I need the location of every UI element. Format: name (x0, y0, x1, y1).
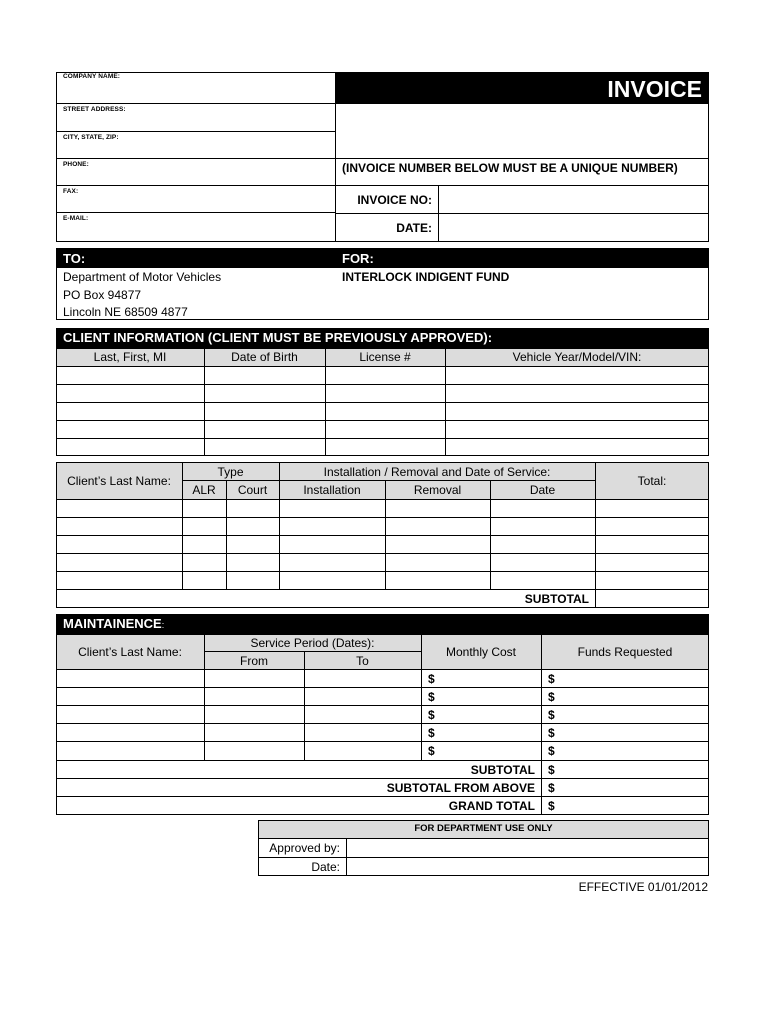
divider (336, 158, 709, 159)
to-address-line-3: Lincoln NE 68509 4877 (63, 305, 188, 319)
effective-date: EFFECTIVE 01/01/2012 (578, 880, 708, 894)
maintenance-heading-suffix: : (161, 620, 165, 630)
phone-label: PHONE: (63, 161, 89, 168)
installation-column-header: Installation (303, 483, 361, 497)
monthly-cost-currency: $ (428, 690, 435, 704)
funds-currency: $ (548, 672, 555, 686)
maintenance-last-name-header: Client’s Last Name: (78, 645, 182, 659)
subtotal-currency: $ (548, 763, 555, 777)
service-period-header: Service Period (Dates): (250, 636, 375, 650)
subtotal-from-above-label: SUBTOTAL FROM ABOVE (386, 781, 535, 795)
approved-by-field[interactable] (347, 839, 708, 856)
funds-requested-header: Funds Requested (577, 645, 673, 659)
funds-currency: $ (548, 726, 555, 740)
approved-by-label: Approved by: (269, 841, 340, 855)
column-header-dob: Date of Birth (231, 350, 298, 364)
unique-number-note: (INVOICE NUMBER BELOW MUST BE A UNIQUE NUMBER) (342, 161, 678, 175)
department-date-field[interactable] (347, 858, 708, 875)
maintenance-heading (63, 616, 164, 631)
installation-last-name-header: Client’s Last Name: (67, 474, 171, 488)
installation-subtotal-label: SUBTOTAL (524, 592, 589, 606)
company-name-label: COMPANY NAME: (63, 73, 121, 80)
for-label: FOR: (342, 251, 374, 266)
service-header: Installation / Removal and Date of Service: (323, 465, 551, 479)
divider (56, 212, 336, 213)
installation-subtotal-field[interactable] (596, 590, 708, 607)
city-state-zip-label: CITY, STATE, ZIP: (63, 134, 119, 141)
installation-rows[interactable] (57, 500, 709, 589)
invoice-no-label: INVOICE NO: (357, 193, 432, 207)
total-column-header: Total: (637, 474, 667, 488)
grand-total-currency: $ (548, 799, 555, 813)
column-header-vehicle: Vehicle Year/Model/VIN: (512, 350, 642, 364)
invoice-date-label: DATE: (396, 221, 432, 235)
email-label: E-MAIL: (63, 215, 89, 222)
service-date-column-header: Date (529, 483, 556, 497)
client-info-heading: CLIENT INFORMATION (CLIENT MUST BE PREVIOUSLY APPROVED): (63, 330, 493, 345)
invoice-date-field[interactable] (439, 214, 708, 241)
subtotal-from-above-field[interactable] (560, 779, 708, 795)
grand-total-label: GRAND TOTAL (448, 799, 535, 813)
to-for-header-bar (57, 249, 708, 268)
monthly-cost-currency: $ (428, 708, 435, 722)
monthly-cost-currency: $ (428, 744, 435, 758)
funds-currency: $ (548, 708, 555, 722)
maintenance-heading-text: MAINTAINENCE (63, 616, 162, 631)
funds-currency: $ (548, 744, 555, 758)
invoice-no-field[interactable] (439, 186, 708, 212)
street-address-field[interactable] (57, 114, 335, 130)
fax-label: FAX: (63, 188, 79, 195)
maintenance-subtotal-label: SUBTOTAL (470, 763, 535, 777)
to-address-line-2: PO Box 94877 (63, 288, 142, 302)
department-date-label: Date: (311, 860, 340, 874)
to-label: TO: (63, 251, 86, 266)
grand-total-field[interactable] (560, 797, 708, 814)
invoice-title: INVOICE (607, 76, 702, 102)
client-info-rows[interactable] (57, 367, 709, 456)
column-header-license: License # (359, 350, 411, 364)
for-fund-name: INTERLOCK INDIGENT FUND (342, 270, 510, 284)
divider (56, 131, 336, 132)
to-header: To (356, 654, 369, 668)
to-address-line-1: Department of Motor Vehicles (63, 270, 222, 284)
monthly-cost-header: Monthly Cost (445, 645, 517, 659)
type-header: Type (217, 465, 244, 479)
company-name-field[interactable] (57, 82, 335, 102)
column-header-name: Last, First, MI (93, 350, 167, 364)
phone-field[interactable] (57, 169, 335, 184)
department-heading: FOR DEPARTMENT USE ONLY (414, 823, 553, 834)
divider (56, 158, 336, 159)
divider (182, 480, 595, 481)
alr-header: ALR (192, 483, 216, 497)
subtotal-above-currency: $ (548, 781, 555, 795)
divider (56, 103, 336, 104)
monthly-cost-currency: $ (428, 726, 435, 740)
divider (204, 651, 421, 652)
removal-column-header: Removal (413, 483, 462, 497)
fax-field[interactable] (57, 196, 335, 211)
maintenance-subtotal-field[interactable] (560, 761, 708, 777)
court-header: Court (237, 483, 268, 497)
email-field[interactable] (57, 223, 335, 241)
divider (56, 185, 336, 186)
monthly-cost-currency: $ (428, 672, 435, 686)
from-header: From (240, 654, 268, 668)
city-state-zip-field[interactable] (57, 142, 335, 157)
maintenance-rows[interactable] (57, 670, 709, 760)
funds-currency: $ (548, 690, 555, 704)
street-address-label: STREET ADDRESS: (63, 106, 126, 113)
